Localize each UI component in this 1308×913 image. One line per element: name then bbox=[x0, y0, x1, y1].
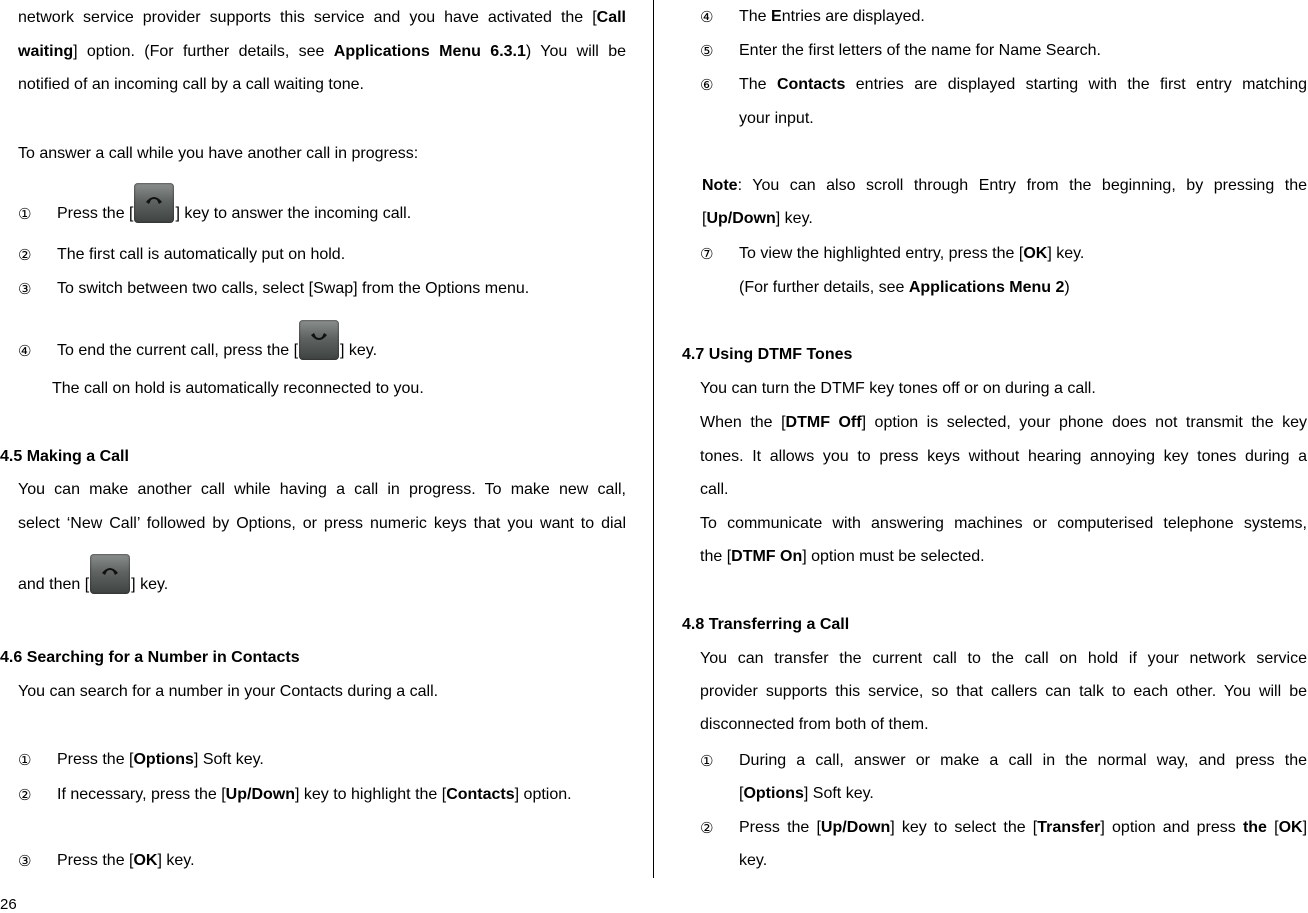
answer-intro: To answer a call while you have another call in progress: bbox=[18, 145, 419, 162]
paragraph-line: When the [DTMF Off] option is selected, your phone does not transmit the key bbox=[700, 414, 1308, 431]
search-step-7: To view the highlighted entry, press the [OK] key. bbox=[739, 245, 1085, 262]
note-line: [Up/Down] key. bbox=[702, 210, 813, 227]
paragraph-line: network service provider supports this service and you have activated the [Call bbox=[18, 9, 626, 26]
section-heading-4-5: 4.5 Making a Call bbox=[0, 448, 129, 465]
transfer-step-2: Press the [Up/Down] key to select the [Transfer] option and press the [OK] bbox=[739, 819, 1308, 836]
search-step-5: Enter the first letters of the name for Name Search. bbox=[739, 42, 1101, 59]
paragraph-line: select ‘New Call’ followed by Options, or press numeric keys that you want to dial bbox=[18, 515, 626, 532]
section-heading-4-7: 4.7 Using DTMF Tones bbox=[682, 346, 853, 363]
page-number: 26 bbox=[0, 896, 17, 913]
step-number: ① bbox=[18, 205, 32, 223]
step-number: ③ bbox=[18, 852, 32, 870]
paragraph-line: You can transfer the current call to the call on hold if your network service bbox=[700, 650, 1307, 667]
step-number: ⑥ bbox=[700, 76, 714, 94]
paragraph-line: provider supports this service, so that callers can talk to each other. You will be bbox=[700, 683, 1307, 700]
search-step-4: The Entries are displayed. bbox=[739, 8, 925, 25]
paragraph-line: and then [ ] key. bbox=[18, 575, 168, 595]
paragraph-line: tones. It allows you to press keys without hearing annoying key tones during a bbox=[700, 448, 1307, 465]
paragraph-line: You can make another call while having a call in progress. To make new call, bbox=[18, 481, 626, 498]
search-step-2: If necessary, press the [Up/Down] key to highlight the [Contacts] option. bbox=[57, 786, 572, 803]
reconnect-note: The call on hold is automatically reconnected to you. bbox=[52, 380, 424, 397]
paragraph-line: the [DTMF On] option must be selected. bbox=[700, 548, 985, 565]
paragraph-line: disconnected from both of them. bbox=[700, 716, 929, 733]
column-divider bbox=[653, 0, 654, 878]
paragraph-line: [Options] Soft key. bbox=[739, 785, 874, 802]
step-number: ④ bbox=[700, 8, 714, 26]
answer-step-4: To end the current call, press the [ ] key. bbox=[57, 341, 377, 361]
step-number: ⑤ bbox=[700, 42, 714, 60]
end-call-key-icon bbox=[299, 320, 339, 360]
section-heading-4-8: 4.8 Transferring a Call bbox=[682, 616, 850, 633]
section-heading-4-6: 4.6 Searching for a Number in Contacts bbox=[0, 649, 300, 666]
answer-step-1: Press the [ ] key to answer the incoming call. bbox=[57, 204, 411, 224]
search-step-1: Press the [Options] Soft key. bbox=[57, 751, 264, 768]
step-number: ① bbox=[700, 752, 714, 770]
step-number: ① bbox=[18, 751, 32, 769]
paragraph-line: notified of an incoming call by a call waiting tone. bbox=[18, 76, 364, 93]
search-step-3: Press the [OK] key. bbox=[57, 852, 195, 869]
call-key-icon bbox=[90, 554, 130, 594]
step-number: ② bbox=[18, 786, 32, 804]
paragraph-line: (For further details, see Applications Menu 2) bbox=[739, 279, 1070, 296]
step-number: ④ bbox=[18, 342, 32, 360]
transfer-step-1: During a call, answer or make a call in the normal way, and press the bbox=[739, 752, 1307, 769]
paragraph-line: To communicate with answering machines or computerised telephone systems, bbox=[700, 515, 1307, 532]
step-number: ② bbox=[700, 819, 714, 837]
paragraph-line: key. bbox=[739, 852, 768, 869]
step-number: ⑦ bbox=[700, 245, 714, 263]
note-line: Note: You can also scroll through Entry from the beginning, by pressing the bbox=[702, 177, 1307, 194]
step-number: ③ bbox=[18, 280, 32, 298]
paragraph-line: You can search for a number in your Contacts during a call. bbox=[18, 683, 439, 700]
answer-step-3: To switch between two calls, select [Swap] from the Options menu. bbox=[57, 280, 530, 297]
search-step-6: The Contacts entries are displayed starting with the first entry matching bbox=[739, 76, 1308, 93]
step-number: ② bbox=[18, 246, 32, 264]
answer-step-2: The first call is automatically put on hold. bbox=[57, 246, 346, 263]
paragraph-line: call. bbox=[700, 481, 729, 498]
paragraph-line: waiting] option. (For further details, see Applications Menu 6.3.1) You will be bbox=[18, 43, 627, 60]
call-key-icon bbox=[134, 183, 174, 223]
paragraph-line: your input. bbox=[739, 110, 814, 127]
paragraph-line: You can turn the DTMF key tones off or on during a call. bbox=[700, 380, 1096, 397]
